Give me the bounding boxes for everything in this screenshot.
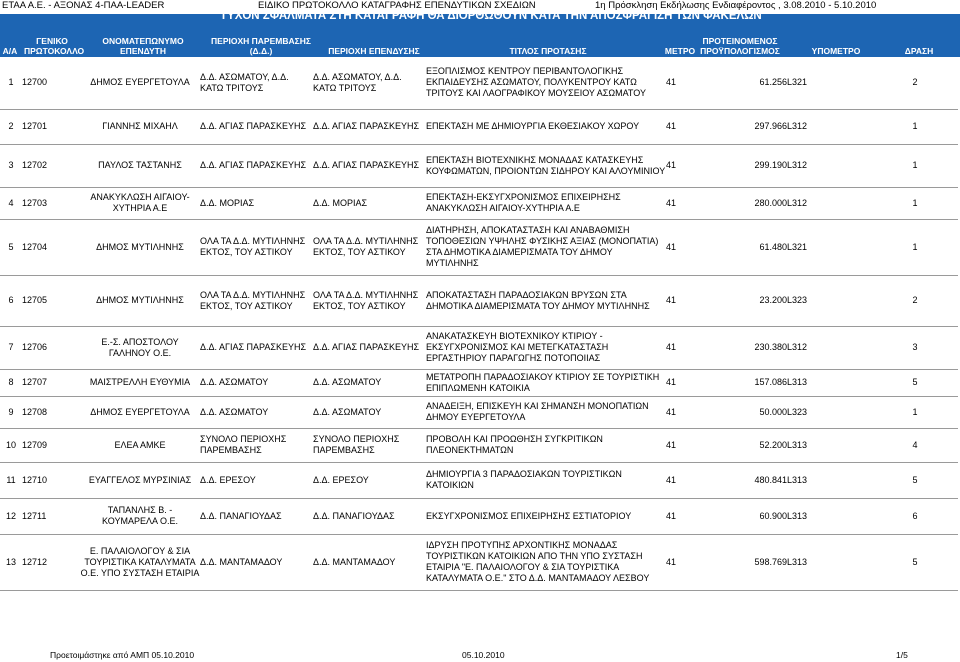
proposed-budget: 50.000 xyxy=(692,396,787,428)
proposed-budget: 299.190 xyxy=(692,144,787,187)
table-row xyxy=(0,275,958,326)
submeasure-code: L323 xyxy=(787,396,872,428)
intervention-area: Δ.Δ. ΑΣΩΜΑΤΟΥ xyxy=(200,396,313,428)
aa-cell: 10 xyxy=(0,428,22,462)
beneficiary-name: ΤΑΠΑΝΛΗΣ Β. - ΚΟΥΜΑΡΕΛΑ Ο.Ε. xyxy=(80,498,200,534)
footer-page-number: 1/5 xyxy=(896,650,908,660)
investment-area: ΟΛΑ ΤΑ Δ.Δ. ΜΥΤΙΛΗΝΗΣ ΕΚΤΟΣ, ΤΟΥ ΑΣΤΙΚΟΥ xyxy=(313,275,426,326)
action-code: 4 xyxy=(872,428,958,462)
proposed-budget: 230.380 xyxy=(692,326,787,369)
measure-code: 41 xyxy=(666,369,692,396)
investment-area: Δ.Δ. ΑΓΙΑΣ ΠΑΡΑΣΚΕΥΗΣ xyxy=(313,326,426,369)
submeasure-code: L313 xyxy=(787,369,872,396)
action-code: 1 xyxy=(872,219,958,275)
proposal-title: ΠΡΟΒΟΛΗ ΚΑΙ ΠΡΟΩΘΗΣΗ ΣΥΓΚΡΙΤΙΚΩΝ ΠΛΕΟΝΕΚΤΗΜΑΤΩΝ xyxy=(426,428,666,462)
protocol-number: 12704 xyxy=(22,219,80,275)
protocol-number: 12712 xyxy=(22,534,80,590)
beneficiary-name: ΔΗΜΟΣ ΕΥΕΡΓΕΤΟΥΛΑ xyxy=(80,57,200,109)
beneficiary-name: ΕΥΑΓΓΕΛΟΣ ΜΥΡΣΙΝΙΑΣ xyxy=(80,462,200,498)
table-row xyxy=(0,109,958,144)
proposed-budget: 280.000 xyxy=(692,187,787,219)
footer-date: 05.10.2010 xyxy=(462,650,505,660)
intervention-area: Δ.Δ. ΑΓΙΑΣ ΠΑΡΑΣΚΕΥΗΣ xyxy=(200,326,313,369)
table-row xyxy=(0,498,958,534)
submeasure-code: L312 xyxy=(787,326,872,369)
intervention-area: Δ.Δ. ΑΓΙΑΣ ΠΑΡΑΣΚΕΥΗΣ xyxy=(200,109,313,144)
measure-code: 41 xyxy=(666,144,692,187)
table-row xyxy=(0,396,958,428)
measure-code: 41 xyxy=(666,109,692,144)
table-row xyxy=(0,219,958,275)
beneficiary-name: ΜΑΙΣΤΡΕΛΛΗ ΕΥΘΥΜΙΑ xyxy=(80,369,200,396)
submeasure-code: L321 xyxy=(787,57,872,109)
proposed-budget: 157.086 xyxy=(692,369,787,396)
aa-cell: 1 xyxy=(0,57,22,109)
proposed-budget: 297.966 xyxy=(692,109,787,144)
proposed-budget: 60.900 xyxy=(692,498,787,534)
aa-cell: 2 xyxy=(0,109,22,144)
col-header-aa: Α/Α xyxy=(2,46,18,56)
col-header-title: ΤΙΤΛΟΣ ΠΡΟΤΑΣΗΣ xyxy=(509,46,587,56)
investment-area: Δ.Δ. ΑΓΙΑΣ ΠΑΡΑΣΚΕΥΗΣ xyxy=(313,109,426,144)
col-header-budget: ΠΡΟΤΕΙΝΟΜΕΝΟΣ ΠΡΟΫΠΟΛΟΓΙΣΜΟΣ xyxy=(700,36,780,56)
beneficiary-name: ΔΗΜΟΣ ΜΥΤΙΛΗΝΗΣ xyxy=(80,219,200,275)
proposal-title: ΕΠΕΚΤΑΣΗ ΜΕ ΔΗΜΙΟΥΡΓΙΑ ΕΚΘΕΣΙΑΚΟΥ ΧΩΡΟΥ xyxy=(426,109,666,144)
intervention-area: Δ.Δ. ΑΣΩΜΑΤΟΥ, Δ.Δ. ΚΑΤΩ ΤΡΙΤΟΥΣ xyxy=(200,57,313,109)
aa-cell: 6 xyxy=(0,275,22,326)
footer-left-text: Προετοιμάστηκε από ΑΜΠ 05.10.2010 xyxy=(50,650,195,660)
col-header-beneficiary: ΟΝΟΜΑΤΕΠΩΝΥΜΟ ΕΠΕΝΔΥΤΗ xyxy=(102,36,184,56)
action-code: 1 xyxy=(872,109,958,144)
table-row xyxy=(0,187,958,219)
intervention-area: Δ.Δ. ΜΟΡΙΑΣ xyxy=(200,187,313,219)
submeasure-code: L313 xyxy=(787,498,872,534)
measure-code: 41 xyxy=(666,428,692,462)
investment-area: Δ.Δ. ΕΡΕΣΟΥ xyxy=(313,462,426,498)
investment-area: Δ.Δ. ΑΓΙΑΣ ΠΑΡΑΣΚΕΥΗΣ xyxy=(313,144,426,187)
table-row xyxy=(0,534,958,590)
investment-area: Δ.Δ. ΑΣΩΜΑΤΟΥ xyxy=(313,369,426,396)
investment-area: ΣΥΝΟΛΟ ΠΕΡΙΟΧΗΣ ΠΑΡΕΜΒΑΣΗΣ xyxy=(313,428,426,462)
submeasure-code: L323 xyxy=(787,275,872,326)
action-code: 1 xyxy=(872,187,958,219)
table-row xyxy=(0,326,958,369)
table-row xyxy=(0,144,958,187)
beneficiary-name: ΔΗΜΟΣ ΕΥΕΡΓΕΤΟΥΛΑ xyxy=(80,396,200,428)
proposal-title: ΔΙΑΤΗΡΗΣΗ, ΑΠΟΚΑΤΑΣΤΑΣΗ ΚΑΙ ΑΝΑΒΑΘΜΙΣΗ ΤΟΠΟΘΕΣΙΩΝ ΥΨΗΛΗΣ ΦΥΣΙΚΗΣ ΑΞΙΑΣ (ΜΟΝΟΠΑΤΙΑ) ΣΤΑ ΔΗΜΟΤΙΚΑ ΔΙΑΜΕΡΙΣΜΑΤΑ ΤΟΥ ΔΗΜΟΥ ΜΥΤΙΛΗΝΗΣ xyxy=(426,219,666,275)
aa-cell: 12 xyxy=(0,498,22,534)
submeasure-code: L321 xyxy=(787,219,872,275)
aa-cell: 8 xyxy=(0,369,22,396)
proposal-title: ΕΠΕΚΤΑΣΗ-ΕΚΣΥΓΧΡΟΝΙΣΜΟΣ ΕΠΙΧΕΙΡΗΣΗΣ ΑΝΑΚΥΚΛΩΣΗ ΑΙΓΑΙΟΥ-ΧΥΤΗΡΙΑ Α.Ε xyxy=(426,187,666,219)
table-row xyxy=(0,369,958,396)
header-left-text: ΕΤΑΑ Α.Ε. - ΑΞΟΝΑΣ 4-ΠΑΑ-LEADER xyxy=(2,0,165,11)
action-code: 6 xyxy=(872,498,958,534)
proposal-title: ΕΠΕΚΤΑΣΗ ΒΙΟΤΕΧΝΙΚΗΣ ΜΟΝΑΔΑΣ ΚΑΤΑΣΚΕΥΗΣ ΚΟΥΦΩΜΑΤΩΝ, ΠΡΟΙΟΝΤΩΝ ΣΙΔΗΡΟΥ ΚΑΙ ΑΛΟΥΜΙΝΙΟΥ xyxy=(426,144,666,187)
action-code: 3 xyxy=(872,326,958,369)
proposed-budget: 52.200 xyxy=(692,428,787,462)
protocol-number: 12705 xyxy=(22,275,80,326)
action-code: 5 xyxy=(872,462,958,498)
intervention-area: Δ.Δ. ΕΡΕΣΟΥ xyxy=(200,462,313,498)
investment-area: Δ.Δ. ΑΣΩΜΑΤΟΥ xyxy=(313,396,426,428)
table-row xyxy=(0,57,958,109)
beneficiary-name: ΔΗΜΟΣ ΜΥΤΙΛΗΝΗΣ xyxy=(80,275,200,326)
measure-code: 41 xyxy=(666,498,692,534)
proposed-budget: 61.256 xyxy=(692,57,787,109)
investment-area: ΟΛΑ ΤΑ Δ.Δ. ΜΥΤΙΛΗΝΗΣ ΕΚΤΟΣ, ΤΟΥ ΑΣΤΙΚΟΥ xyxy=(313,219,426,275)
measure-code: 41 xyxy=(666,57,692,109)
page-footer xyxy=(0,648,960,662)
protocol-number: 12700 xyxy=(22,57,80,109)
measure-code: 41 xyxy=(666,187,692,219)
intervention-area: Δ.Δ. ΑΓΙΑΣ ΠΑΡΑΣΚΕΥΗΣ xyxy=(200,144,313,187)
proposed-budget: 61.480 xyxy=(692,219,787,275)
investment-area: Δ.Δ. ΠΑΝΑΓΙΟΥΔΑΣ xyxy=(313,498,426,534)
aa-cell: 5 xyxy=(0,219,22,275)
submeasure-code: L312 xyxy=(787,187,872,219)
proposal-title: ΙΔΡΥΣΗ ΠΡΟΤΥΠΗΣ ΑΡΧΟΝΤΙΚΗΣ ΜΟΝΑΔΑΣ ΤΟΥΡΙΣΤΙΚΩΝ ΚΑΤΟΙΚΙΩΝ ΑΠΟ ΤΗΝ ΥΠΟ ΣΥΣΤΑΣΗ ΕΤΑΙΡΙΑ "Ε. ΠΑΛΑΙΟΛΟΓΟΥ & ΣΙΑ ΤΟΥΡΙΣΤΙΚΑ ΚΑΤΑΛΥΜΑΤΑ Ο.Ε." ΣΤΟ Δ.Δ. ΜΑΝΤΑΜΑΔΟΥ ΛΕΣΒΟΥ xyxy=(426,534,666,590)
action-code: 5 xyxy=(872,369,958,396)
table-row xyxy=(0,462,958,498)
aa-cell: 7 xyxy=(0,326,22,369)
col-header-investment-area: ΠΕΡΙΟΧΗ ΕΠΕΝΔΥΣΗΣ xyxy=(328,46,420,56)
protocol-number: 12706 xyxy=(22,326,80,369)
investment-area: Δ.Δ. ΑΣΩΜΑΤΟΥ, Δ.Δ. ΚΑΤΩ ΤΡΙΤΟΥΣ xyxy=(313,57,426,109)
intervention-area: ΣΥΝΟΛΟ ΠΕΡΙΟΧΗΣ ΠΑΡΕΜΒΑΣΗΣ xyxy=(200,428,313,462)
measure-code: 41 xyxy=(666,462,692,498)
action-code: 2 xyxy=(872,275,958,326)
intervention-area: ΟΛΑ ΤΑ Δ.Δ. ΜΥΤΙΛΗΝΗΣ ΕΚΤΟΣ, ΤΟΥ ΑΣΤΙΚΟΥ xyxy=(200,275,313,326)
aa-cell: 13 xyxy=(0,534,22,590)
submeasure-code: L312 xyxy=(787,144,872,187)
measure-code: 41 xyxy=(666,534,692,590)
submeasure-code: L313 xyxy=(787,462,872,498)
column-header-bar xyxy=(0,33,960,57)
protocol-number: 12707 xyxy=(22,369,80,396)
proposal-title: ΑΝΑΚΑΤΑΣΚΕΥΗ ΒΙΟΤΕΧΝΙΚΟΥ ΚΤΙΡΙΟΥ - ΕΚΣΥΓΧΡΟΝΙΣΜΟΣ ΚΑΙ ΜΕΤΕΓΚΑΤΑΣΤΑΣΗ ΕΡΓΑΣΤΗΡΙΟΥ ΠΑΡΑΓΩΓΗΣ ΠΟΤΟΠΟΙΙΑΣ xyxy=(426,326,666,369)
aa-cell: 4 xyxy=(0,187,22,219)
action-code: 5 xyxy=(872,534,958,590)
measure-code: 41 xyxy=(666,396,692,428)
col-header-protocol: ΓΕΝΙΚΟ ΠΡΩΤΟΚΟΛΛΟ xyxy=(24,36,85,56)
proposed-budget: 598.769 xyxy=(692,534,787,590)
proposal-title: ΑΠΟΚΑΤΑΣΤΑΣΗ ΠΑΡΑΔΟΣΙΑΚΩΝ ΒΡΥΣΩΝ ΣΤΑ ΔΗΜΟΤΙΚΑ ΔΙΑΜΕΡΙΣΜΑΤΑ ΤΟΥ ΔΗΜΟΥ ΜΥΤΙΛΗΝΗΣ xyxy=(426,275,666,326)
beneficiary-name: ΓΙΑΝΝΗΣ ΜΙΧΑΗΛ xyxy=(80,109,200,144)
banner-text: ΤΥΧΟΝ ΣΦΑΛΜΑΤΑ ΣΤΗ ΚΑΤΑΓΡΑΦΗ ΘΑ ΔΙΟΡΘΩΘΟΥΝ ΚΑΤΑ ΤΗΝ ΑΠΟΣΦΡΑΓΙΣΗ ΤΩΝ ΦΑΚΕΛΩΝ xyxy=(220,10,762,22)
protocol-number: 12710 xyxy=(22,462,80,498)
protocol-table xyxy=(0,57,958,591)
protocol-number: 12711 xyxy=(22,498,80,534)
beneficiary-name: ΑΝΑΚΥΚΛΩΣΗ ΑΙΓΑΙΟΥ-ΧΥΤΗΡΙΑ Α.Ε xyxy=(80,187,200,219)
col-header-action: ΔΡΑΣΗ xyxy=(904,46,934,56)
header-center-text: ΕΙΔΙΚΟ ΠΡΩΤΟΚΟΛΛΟ ΚΑΤΑΓΡΑΦΗΣ ΕΠΕΝΔΥΤΙΚΩΝ ΣΧΕΔΙΩΝ xyxy=(258,0,536,11)
table-row xyxy=(0,428,958,462)
submeasure-code: L313 xyxy=(787,534,872,590)
aa-cell: 11 xyxy=(0,462,22,498)
submeasure-code: L313 xyxy=(787,428,872,462)
protocol-number: 12709 xyxy=(22,428,80,462)
proposal-title: ΕΚΣΥΓΧΡΟΝΙΣΜΟΣ ΕΠΙΧΕΙΡΗΣΗΣ ΕΣΤΙΑΤΟΡΙΟΥ xyxy=(426,498,666,534)
beneficiary-name: Ε. ΠΑΛΑΙΟΛΟΓΟΥ & ΣΙΑ ΤΟΥΡΙΣΤΙΚΑ ΚΑΤΑΛΥΜΑΤΑ Ο.Ε. ΥΠΟ ΣΥΣΤΑΣΗ ΕΤΑΙΡΙΑ xyxy=(80,534,200,590)
proposal-title: ΔΗΜΙΟΥΡΓΙΑ 3 ΠΑΡΑΔΟΣΙΑΚΩΝ ΤΟΥΡΙΣΤΙΚΩΝ ΚΑΤΟΙΚΙΩΝ xyxy=(426,462,666,498)
beneficiary-name: ΠΑΥΛΟΣ ΤΑΣΤΑΝΗΣ xyxy=(80,144,200,187)
proposal-title: ΑΝΑΔΕΙΞΗ, ΕΠΙΣΚΕΥΗ ΚΑΙ ΣΗΜΑΝΣΗ ΜΟΝΟΠΑΤΙΩΝ ΔΗΜΟΥ ΕΥΕΡΓΕΤΟΥΛΑ xyxy=(426,396,666,428)
proposal-title: ΜΕΤΑΤΡΟΠΗ ΠΑΡΑΔΟΣΙΑΚΟΥ ΚΤΙΡΙΟΥ ΣΕ ΤΟΥΡΙΣΤΙΚΗ ΕΠΙΠΛΩΜΕΝΗ ΚΑΤΟΙΚΙΑ xyxy=(426,369,666,396)
aa-cell: 9 xyxy=(0,396,22,428)
submeasure-code: L312 xyxy=(787,109,872,144)
intervention-area: Δ.Δ. ΑΣΩΜΑΤΟΥ xyxy=(200,369,313,396)
measure-code: 41 xyxy=(666,326,692,369)
intervention-area: Δ.Δ. ΜΑΝΤΑΜΑΔΟΥ xyxy=(200,534,313,590)
col-header-submeasure: ΥΠΟΜΕΤΡΟ xyxy=(811,46,861,56)
protocol-number: 12703 xyxy=(22,187,80,219)
protocol-number: 12708 xyxy=(22,396,80,428)
beneficiary-name: ΕΛΕΑ ΑΜΚΕ xyxy=(80,428,200,462)
header-right-text: 1η Πρόσκληση Εκδήλωσης Ενδιαφέροντος , 3.08.2010 - 5.10.2010 xyxy=(595,0,877,11)
measure-code: 41 xyxy=(666,219,692,275)
proposed-budget: 480.841 xyxy=(692,462,787,498)
beneficiary-name: Ε.-Σ. ΑΠΟΣΤΟΛΟΥ ΓΑΛΗΝΟΥ Ο.Ε. xyxy=(80,326,200,369)
proposal-title: ΕΞΟΠΛΙΣΜΟΣ ΚΕΝΤΡΟΥ ΠΕΡΙΒΑΝΤΟΛΟΓΙΚΗΣ ΕΚΠΑΙΔΕΥΣΗΣ ΑΣΩΜΑΤΟΥ, ΠΟΛΥΚΕΝΤΡΟΥ ΚΑΤΩ ΤΡΙΤΟΥΣ ΚΑΙ ΛΑΟΓΡΑΦΙΚΟΥ ΜΟΥΣΕΙΟΥ ΑΣΩΜΑΤΟΥ xyxy=(426,57,666,109)
col-header-metro: ΜΕΤΡΟ xyxy=(664,46,696,56)
proposed-budget: 23.200 xyxy=(692,275,787,326)
protocol-number: 12702 xyxy=(22,144,80,187)
aa-cell: 3 xyxy=(0,144,22,187)
action-code: 1 xyxy=(872,144,958,187)
action-code: 1 xyxy=(872,396,958,428)
investment-area: Δ.Δ. ΜΑΝΤΑΜΑΔΟΥ xyxy=(313,534,426,590)
protocol-number: 12701 xyxy=(22,109,80,144)
investment-area: Δ.Δ. ΜΟΡΙΑΣ xyxy=(313,187,426,219)
col-header-area: ΠΕΡΙΟΧΗ ΠΑΡΕΜΒΑΣΗΣ (Δ.Δ.) xyxy=(211,36,311,56)
intervention-area: Δ.Δ. ΠΑΝΑΓΙΟΥΔΑΣ xyxy=(200,498,313,534)
measure-code: 41 xyxy=(666,275,692,326)
action-code: 2 xyxy=(872,57,958,109)
intervention-area: ΟΛΑ ΤΑ Δ.Δ. ΜΥΤΙΛΗΝΗΣ ΕΚΤΟΣ, ΤΟΥ ΑΣΤΙΚΟΥ xyxy=(200,219,313,275)
